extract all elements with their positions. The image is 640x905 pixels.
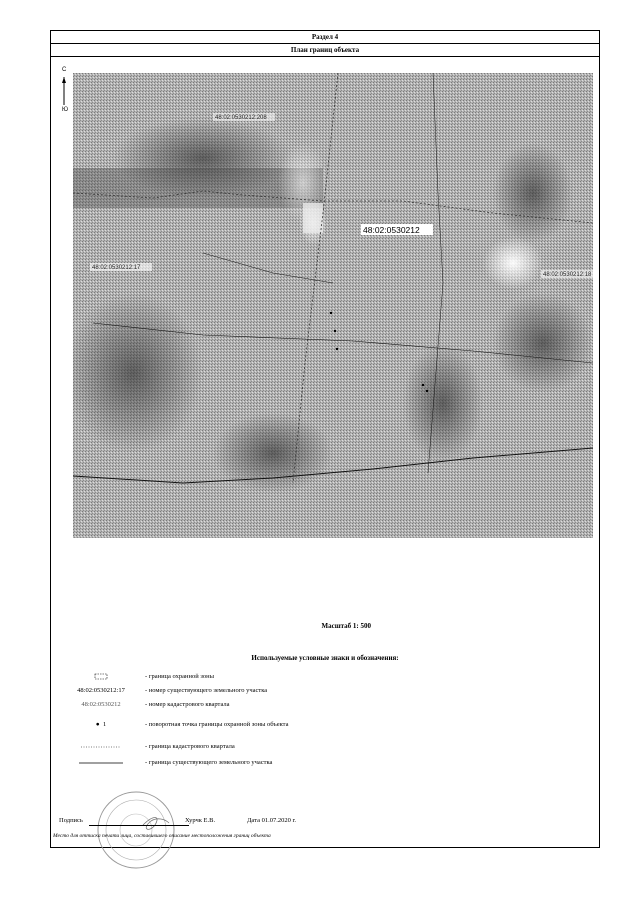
map-canvas bbox=[73, 73, 593, 538]
legend-item-protection-zone bbox=[51, 673, 599, 687]
quarter-label-center: 48:02:0530212 bbox=[363, 225, 420, 235]
signature-line bbox=[89, 825, 189, 826]
compass-north-label: С bbox=[62, 67, 67, 73]
legend-desc: - поворотная точка границы охранной зоны объекта bbox=[145, 721, 289, 728]
parcel-label-18: 48:02:0530212:18 bbox=[543, 272, 592, 278]
legend-desc: - граница кадастрового квартала bbox=[145, 743, 235, 750]
document-frame bbox=[50, 30, 600, 848]
page-title: План границ объекта bbox=[51, 44, 599, 57]
parcel-label-208: 48:02:0530212:208 bbox=[215, 115, 267, 121]
legend-symbol-dotted-line bbox=[61, 743, 141, 753]
compass-rose bbox=[60, 69, 72, 117]
legend-title: Используемые условные знаки и обозначения: bbox=[251, 654, 399, 662]
legend-symbol-parcel: 48:02:0530212:17 bbox=[77, 687, 125, 694]
legend-desc: - номер существующего земельного участка bbox=[145, 687, 268, 694]
signature-date: Дата 01.07.2020 г. bbox=[247, 817, 297, 824]
solid-line-icon bbox=[71, 759, 131, 767]
legend-symbol-quarter: 48:02:0530212 bbox=[81, 701, 121, 708]
scale-text: Масштаб 1: 500 bbox=[321, 622, 371, 630]
section-header: Раздел 4 bbox=[51, 31, 599, 44]
dotted-line-icon bbox=[71, 743, 131, 751]
legend-symbol-solid-line bbox=[61, 759, 141, 769]
legend-item-parcel-boundary bbox=[51, 759, 599, 773]
legend-symbol-zone bbox=[61, 673, 141, 683]
compass-south-label: Ю bbox=[62, 107, 69, 113]
point-dot-icon: ● bbox=[95, 721, 100, 728]
legend-symbol-point bbox=[61, 721, 141, 728]
legend-desc: - граница охранной зоны bbox=[145, 673, 214, 680]
signature-row bbox=[59, 817, 579, 829]
legend-item-quarter-boundary bbox=[51, 743, 599, 757]
signer-name: Хурчк Е.В. bbox=[185, 817, 216, 824]
map-scale bbox=[51, 622, 599, 630]
stamp-note: Место для оттиска печати лица, составившего описание местоположения границ объекта bbox=[53, 833, 271, 839]
dashed-rectangle-icon bbox=[91, 673, 111, 681]
point-number: 1 bbox=[102, 721, 107, 728]
parcel-label-17: 48:02:0530212:17 bbox=[92, 265, 141, 271]
legend-item-parcel-number bbox=[51, 687, 599, 701]
legend-item-turning-point bbox=[51, 721, 599, 735]
legend-desc: - номер кадастрового квартала bbox=[145, 701, 230, 708]
aerial-map bbox=[73, 73, 593, 538]
signature-label: Подпись bbox=[59, 817, 83, 824]
seal-stamp-icon bbox=[91, 785, 181, 875]
legend-item-quarter-number bbox=[51, 701, 599, 715]
legend-desc: - граница существующего земельного участка bbox=[145, 759, 273, 766]
